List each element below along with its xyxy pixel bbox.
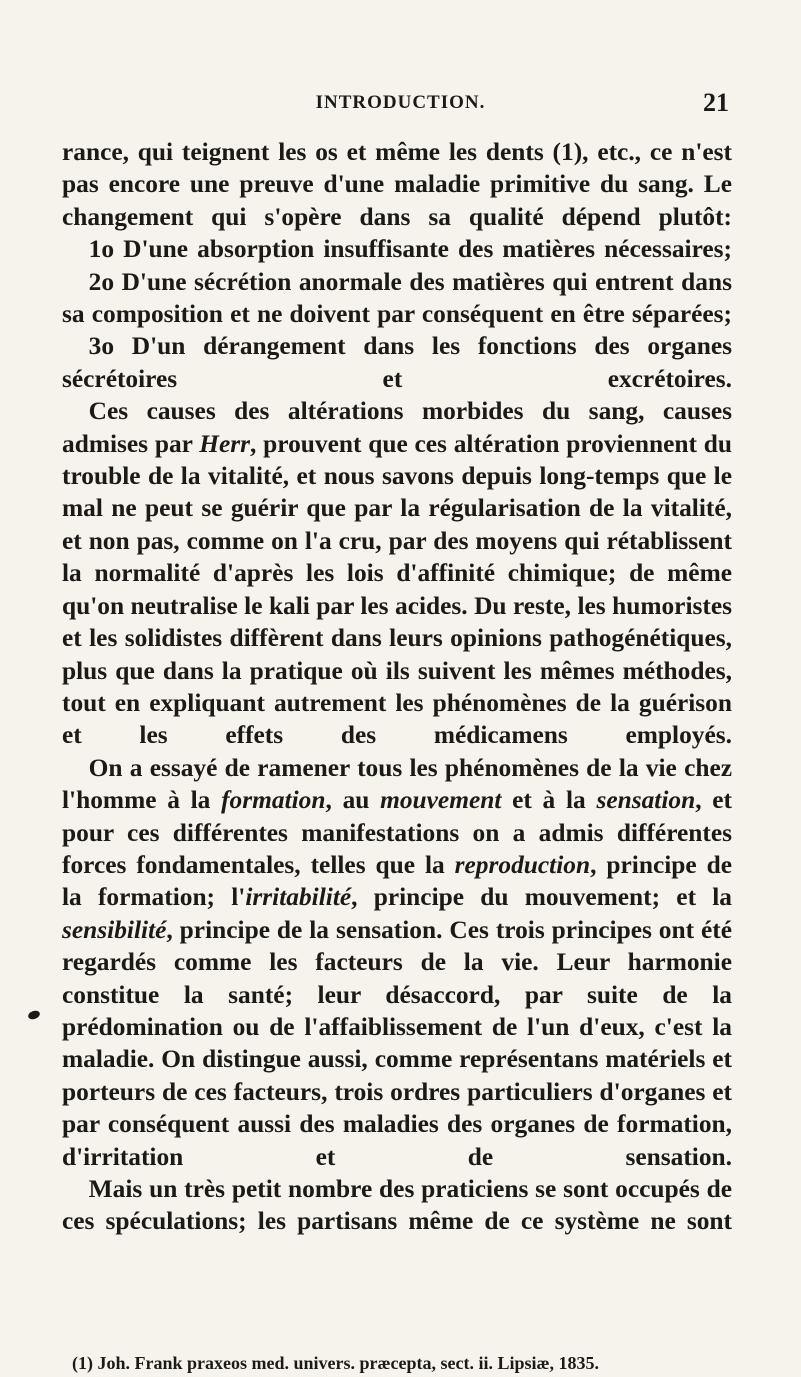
body-text [62,136,732,1238]
italic-term: mouvement [380,786,502,815]
author-name: Herr [199,429,251,458]
list-item-3 [62,330,732,395]
paragraph-principles [62,752,732,1173]
paragraph-causes [62,395,732,751]
text-run: Ces causes des altérations morbides du sang, causes admises par [62,397,732,458]
text-run: 1o D'une absorption insuffisante des matières nécessaires; [88,235,732,264]
text-run: rance, qui teignent les os et même les dents (1), etc., ce n'est pas encore une preuve d'une maladie primitive du sang. Le changement qui s'opère dans sa qualité dépend plutôt: [62,138,732,231]
text-run: Mais un très petit nombre des praticiens se sont occupés de ces spéculations; les partisans même de ce système ne sont [62,1175,732,1236]
italic-term: sensibilité [62,915,167,944]
text-run: , et pour ces différentes manifestations on a admis différentes forces fondamentales, telles que la [62,786,733,879]
text-run: , prouvent que ces altération proviennent du trouble de la vitalité, et nous savons depuis long-temps que le mal ne peut se guérir que par la régularisation de la vitalité, et non pas, comme on l'a cru, par des moyens qui rétablissent la normalité d'après les lois d'affinité chimique; de même qu'on neutralise le kali par les acides. Du reste, les humoristes et les solidistes diffèrent dans leurs opinions pathogénétiques, plus que dans la pratique où ils suivent les mêmes méthodes, tout en expliquant autrement les phénomènes de la guérison et les effets des médicamens employés. [62,429,732,750]
text-run: , principe de la sensation. Ces trois principes ont été regardés comme les facteurs de la vie. Leur harmonie constitue la santé; leur désaccord, par suite de la prédomination ou de l'affaiblissement de l'un d'eux, c'est la maladie. On distingue aussi, comme représentans matériels et porteurs de ces facteurs, trois ordres particuliers d'organes et par conséquent aussi des maladies des organes de formation, d'irritation et de sensation. [62,915,732,1171]
text-run: et à la [501,786,597,815]
ink-mark [27,1009,41,1021]
text-run: , au [325,786,381,815]
text-run: 3o D'un dérangement dans les fonctions des organes sécrétoires et excrétoires. [62,332,732,393]
page-header [0,88,801,122]
italic-term: irritabilité [245,883,352,912]
running-title: INTRODUCTION. [315,92,486,113]
text-run: 2o D'une sécrétion anormale des matières qui entrent dans sa composition et ne doivent par conséquent en être séparées; [62,267,732,329]
text-run: On a essayé de ramener tous les phénomènes de la vie chez l'homme à la [62,753,732,815]
paragraph-last [62,1173,732,1238]
text-run: , principe du mouvement; et la [351,883,733,912]
list-item-2 [62,266,732,331]
list-item-1 [62,233,732,265]
italic-term: reproduction [454,850,591,879]
footnote: (1) Joh. Frank praxeos med. univers. præcepta, sect. ii. Lipsiæ, 1835. [72,1353,599,1373]
text-run: , principe de la formation; l' [62,850,732,912]
italic-term: sensation [596,786,696,815]
italic-term: formation [221,786,326,815]
paragraph-continuation [62,136,732,233]
page-number: 21 [703,88,729,117]
